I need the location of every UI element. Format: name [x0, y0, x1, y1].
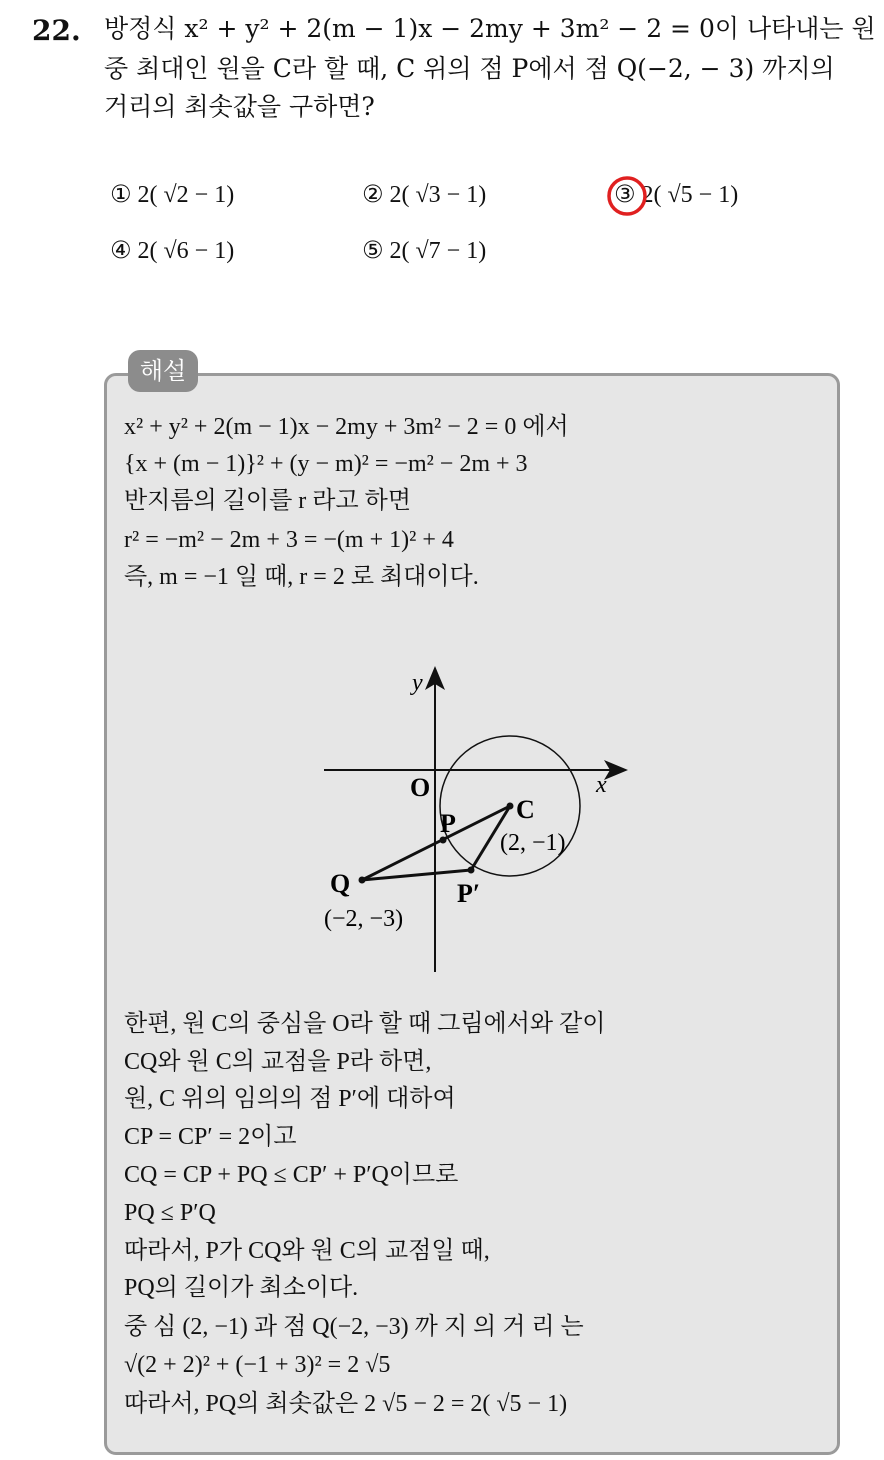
y-label: y	[412, 670, 423, 696]
choice-number: ④	[110, 236, 132, 264]
choice-2[interactable]	[362, 180, 486, 209]
point-q	[359, 877, 366, 884]
solution-line: {x + (m − 1)}² + (y − m)² = −m² − 2m + 3	[124, 451, 528, 477]
choice-5[interactable]	[362, 236, 486, 265]
c-coord-label: (2, −1)	[500, 830, 566, 856]
solution-line: PQ ≤ P′Q	[124, 1200, 216, 1226]
choice-text: 2( √6 − 1)	[137, 238, 235, 264]
p-prime-label: P′	[457, 879, 481, 908]
origin-label: O	[410, 773, 431, 802]
solution-line: CQ = CP + PQ ≤ CP′ + P′Q이므로	[124, 1162, 459, 1188]
question-line-1: 방정식 x² + y² + 2(m − 1)x − 2my + 3m² − 2 = 0이 나타내는 원	[104, 14, 876, 43]
coordinate-figure	[300, 660, 640, 980]
p-label: P	[440, 809, 456, 838]
question-line-2: 중 최대인 원을 C라 할 때, C 위의 점 P에서 점 Q(−2, − 3) 까지의	[104, 54, 835, 83]
solution-line: 중 심 (2, −1) 과 점 Q(−2, −3) 까 지 의 거 리 는	[124, 1314, 584, 1340]
solution-line: PQ의 길이가 최소이다.	[124, 1275, 359, 1301]
question-number: 22.	[32, 14, 81, 47]
selected-circle-mark	[604, 173, 650, 219]
choice-4[interactable]	[110, 236, 234, 265]
choice-number: ②	[362, 180, 384, 208]
point-p-prime	[468, 867, 475, 874]
q-label: Q	[330, 869, 351, 898]
solution-line: √(2 + 2)² + (−1 + 3)² = 2 √5	[124, 1352, 391, 1378]
choice-number: ①	[110, 180, 132, 208]
solution-line: 따라서, PQ의 최솟값은 2 √5 − 2 = 2( √5 − 1)	[124, 1391, 568, 1417]
solution-line: CQ와 원 C의 교점을 P라 하면,	[124, 1049, 432, 1075]
solution-line: 반지름의 길이를 r 라고 하면	[124, 488, 412, 514]
q-coord-label: (−2, −3)	[324, 906, 404, 932]
choice-number: ③	[614, 180, 636, 208]
choice-number: ⑤	[362, 236, 384, 264]
point-c	[507, 803, 514, 810]
x-label: x	[596, 772, 607, 798]
choice-text: 2( √7 − 1)	[389, 238, 487, 264]
question-line-3: 거리의 최솟값을 구하면?	[104, 92, 375, 121]
solution-tag: 해설	[128, 350, 198, 392]
choice-1[interactable]	[110, 180, 234, 209]
solution-line: 한편, 원 C의 중심을 O라 할 때 그림에서와 같이	[124, 1011, 606, 1037]
choice-text: 2( √2 − 1)	[137, 182, 235, 208]
solution-line: 즉, m = −1 일 때, r = 2 로 최대이다.	[124, 564, 479, 590]
solution-line: x² + y² + 2(m − 1)x − 2my + 3m² − 2 = 0 에서	[124, 414, 569, 440]
solution-line: 원, C 위의 임의의 점 P′에 대하여	[124, 1086, 456, 1112]
solution-line-braces	[124, 448, 528, 480]
solution-line: CP = CP′ = 2이고	[124, 1124, 297, 1150]
solution-line: r² = −m² − 2m + 3 = −(m + 1)² + 4	[124, 527, 454, 553]
c-label: C	[516, 795, 535, 824]
solution-line: 따라서, P가 CQ와 원 C의 교점일 때,	[124, 1238, 490, 1264]
choice-text: 2( √3 − 1)	[389, 182, 487, 208]
choice-text: 2( √5 − 1)	[641, 182, 739, 208]
